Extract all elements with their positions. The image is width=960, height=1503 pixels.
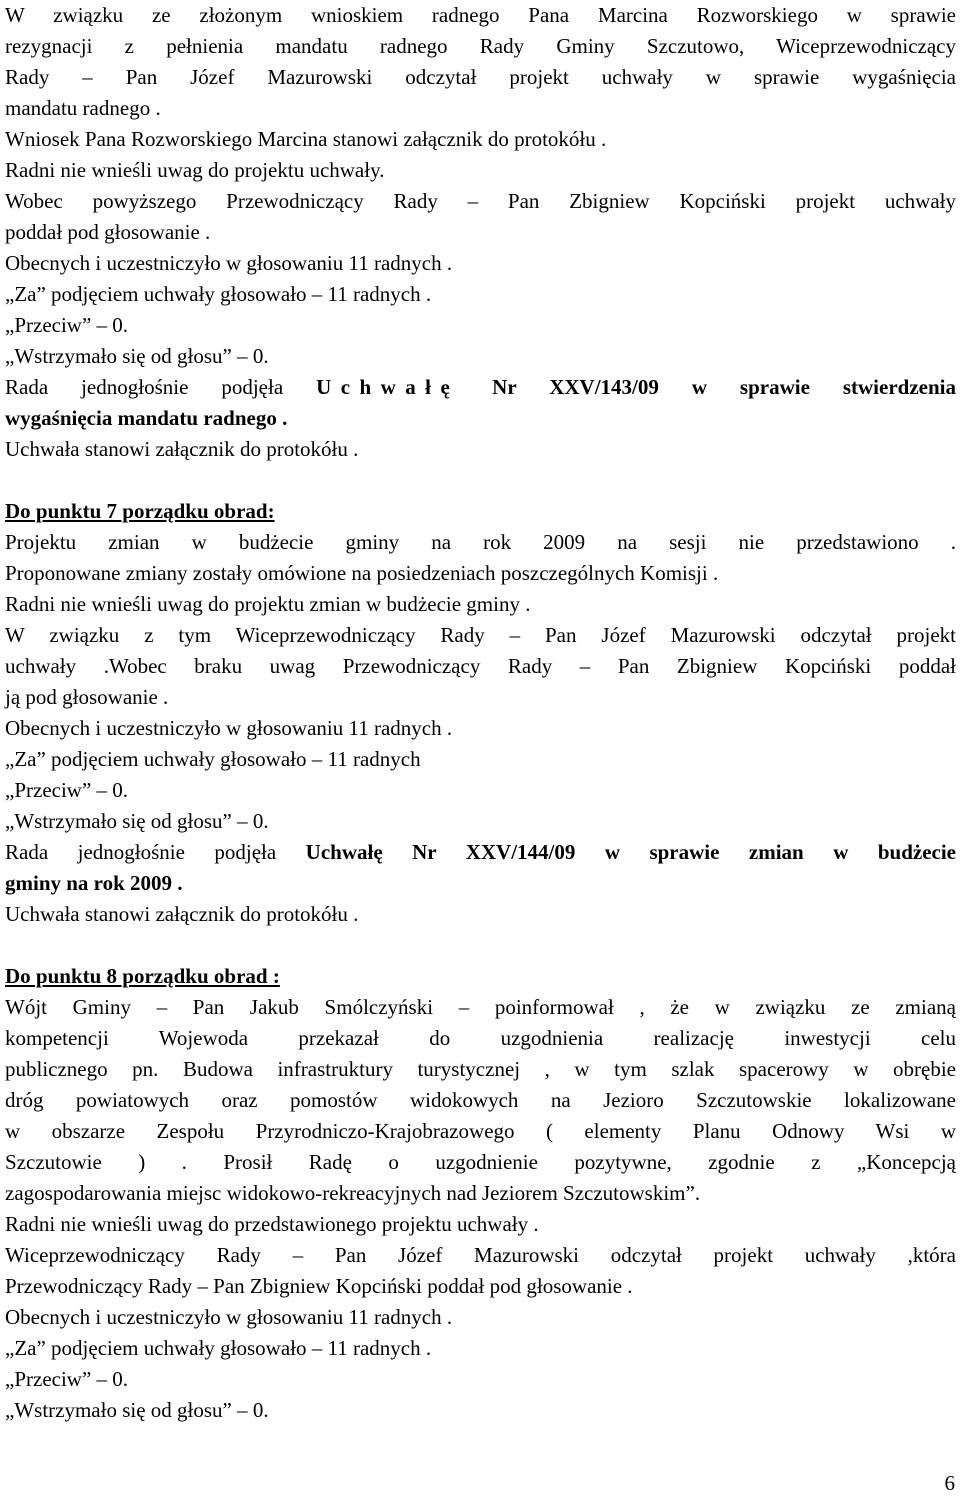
paragraph-line: Proponowane zmiany zostały omówione na posiedzeniach poszczególnych Komisji . bbox=[5, 561, 719, 585]
section-mandate bbox=[5, 0, 956, 465]
vote-abstained: „Wstrzymało się od głosu” – 0. bbox=[5, 809, 269, 833]
paragraph-line: zagospodarowania miejsc widokowo-rekreacyjnych nad Jeziorem Szczutowskim”. bbox=[5, 1181, 701, 1205]
result-word: Uchwałę bbox=[316, 375, 460, 399]
vote-for: „Za” podjęciem uchwały głosowało – 11 radnych . bbox=[5, 282, 432, 306]
resolution-result bbox=[5, 837, 956, 868]
attachment-note: Uchwała stanowi załącznik do protokółu . bbox=[5, 437, 359, 461]
paragraph-line: uchwały .Wobec braku uwag Przewodniczący Rady – Pan Zbigniew Kopciński poddał bbox=[5, 654, 956, 678]
attachment-note: Uchwała stanowi załącznik do protokółu . bbox=[5, 902, 359, 926]
section-point-7 bbox=[5, 496, 956, 930]
resolution-result bbox=[5, 372, 956, 403]
spacer bbox=[5, 465, 956, 496]
paragraph-line: Przewodniczący Rady – Pan Zbigniew Kopciński poddał pod głosowanie . bbox=[5, 1274, 633, 1298]
paragraph-line: rezygnacji z pełnienia mandatu radnego Rady Gminy Szczutowo, Wiceprzewodniczący bbox=[5, 34, 956, 58]
section-heading: Do punktu 8 porządku obrad : bbox=[5, 964, 280, 988]
section-heading: Do punktu 7 porządku obrad: bbox=[5, 499, 275, 523]
vote-present: Obecnych i uczestniczyło w głosowaniu 11 radnych . bbox=[5, 716, 453, 740]
paragraph-line: mandatu radnego . bbox=[5, 96, 161, 120]
paragraph-line: Szczutowie ) . Prosił Radę o uzgodnienie pozytywne, zgodnie z „Koncepcją bbox=[5, 1150, 956, 1174]
paragraph-line: dróg powiatowych oraz pomostów widokowych na Jezioro Szczutowskie lokalizowane bbox=[5, 1088, 956, 1112]
vote-against: „Przeciw” – 0. bbox=[5, 1367, 129, 1391]
paragraph-line: Rady – Pan Józef Mazurowski odczytał projekt uchwały w sprawie wygaśnięcia bbox=[5, 65, 956, 89]
paragraph-line: Radni nie wnieśli uwag do projektu zmian w budżecie gminy . bbox=[5, 592, 531, 616]
vote-abstained: „Wstrzymało się od głosu” – 0. bbox=[5, 1398, 269, 1422]
vote-for: „Za” podjęciem uchwały głosowało – 11 radnych bbox=[5, 747, 421, 771]
result-title: Nr XXV/143/09 w sprawie stwierdzenia bbox=[459, 375, 956, 399]
vote-abstained: „Wstrzymało się od głosu” – 0. bbox=[5, 344, 269, 368]
paragraph-line: ją pod głosowanie . bbox=[5, 685, 169, 709]
paragraph-line: W związku z tym Wiceprzewodniczący Rady – Pan Józef Mazurowski odczytał projekt bbox=[5, 623, 956, 647]
vote-present: Obecnych i uczestniczyło w głosowaniu 11 radnych . bbox=[5, 251, 453, 275]
paragraph-line: publicznego pn. Budowa infrastruktury turystycznej , w tym szlak spacerowy w obrębie bbox=[5, 1057, 956, 1081]
vote-present: Obecnych i uczestniczyło w głosowaniu 11 radnych . bbox=[5, 1305, 453, 1329]
vote-against: „Przeciw” – 0. bbox=[5, 313, 129, 337]
no-remarks-note: Radni nie wnieśli uwag do projektu uchwały. bbox=[5, 158, 385, 182]
spacer bbox=[5, 930, 956, 961]
result-prefix: Rada jednogłośnie podjęła bbox=[5, 375, 317, 399]
vote-intro: poddał pod głosowanie . bbox=[5, 220, 211, 244]
paragraph-line: Wiceprzewodniczący Rady – Pan Józef Mazurowski odczytał projekt uchwały ,która bbox=[5, 1243, 956, 1267]
resolution-title: gminy na rok 2009 . bbox=[5, 871, 183, 895]
paragraph-line: W związku ze złożonym wnioskiem radnego Pana Marcina Rozworskiego w sprawie bbox=[5, 3, 956, 27]
result-prefix: Rada jednogłośnie podjęła bbox=[5, 840, 306, 864]
document-page bbox=[5, 0, 956, 1426]
vote-against: „Przeciw” – 0. bbox=[5, 778, 129, 802]
page-number: 6 bbox=[944, 1471, 955, 1495]
paragraph-line: Wójt Gminy – Pan Jakub Smólczyński – poinformował , że w związku ze zmianą bbox=[5, 995, 956, 1019]
result-title: Uchwałę Nr XXV/144/09 w sprawie zmian w budżecie bbox=[305, 840, 956, 864]
paragraph-line: Projektu zmian w budżecie gminy na rok 2009 na sesji nie przedstawiono . bbox=[5, 530, 956, 554]
attachment-note: Wniosek Pana Rozworskiego Marcina stanowi załącznik do protokółu . bbox=[5, 127, 607, 151]
paragraph-line: w obszarze Zespołu Przyrodniczo-Krajobrazowego ( elementy Planu Odnowy Wsi w bbox=[5, 1119, 956, 1143]
section-point-8 bbox=[5, 961, 956, 1426]
paragraph-line: kompetencji Wojewoda przekazał do uzgodnienia realizację inwestycji celu bbox=[5, 1026, 956, 1050]
vote-intro: Wobec powyższego Przewodniczący Rady – Pan Zbigniew Kopciński projekt uchwały bbox=[5, 189, 956, 213]
no-remarks-note: Radni nie wnieśli uwag do przedstawionego projektu uchwały . bbox=[5, 1212, 539, 1236]
vote-for: „Za” podjęciem uchwały głosowało – 11 radnych . bbox=[5, 1336, 432, 1360]
resolution-title: wygaśnięcia mandatu radnego . bbox=[5, 406, 288, 430]
